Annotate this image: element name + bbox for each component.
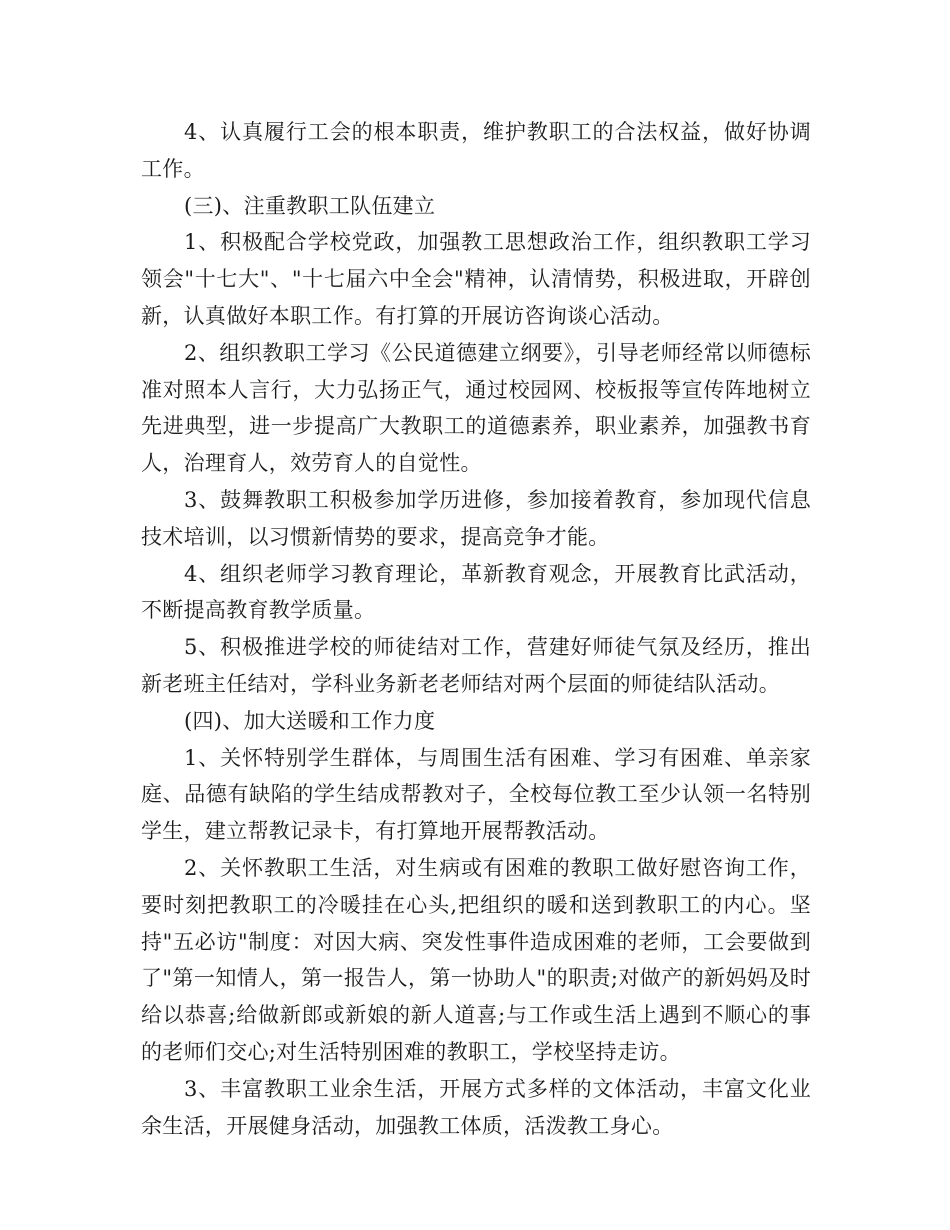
paragraph-item-4-theory: 4、组织老师学习教育理论，革新教育观念，开展教育比武活动，不断提高教育教学质量。 bbox=[141, 561, 811, 623]
section-heading-4: (四)、加大送暖和工作力度 bbox=[184, 708, 436, 733]
paragraph-item-1-students: 1、关怀特别学生群体，与周围生活有困难、学习有困难、单亲家庭、品德有缺陷的学生结成帮教对子，全校每位教工至少认领一名特别学生，建立帮教记录卡，有打算地开展帮教活动。 bbox=[141, 745, 811, 844]
paragraph-item-2-staff-care: 2、关怀教职工生活，对生病或有困难的教职工做好慰咨询工作，要时刻把教职工的冷暖挂在心头,把组织的暖和送到教职工的内心。坚持"五必访"制度：对因大病、突发性事件造成困难的老师，工会要做到了"第一知情人，第一报告人，第一协助人"的职责;对做产的新妈妈及时给以恭喜;给做新郎或新娘的新人道喜;与工作或生活上遇到不顺心的事的老师们交心;对生活特别困难的教职工，学校坚持走访。 bbox=[141, 855, 811, 1064]
paragraph-item-3-training: 3、鼓舞教职工积极参加学历进修，参加接着教育，参加现代信息技术培训，以习惯新情势的要求，提高竞争才能。 bbox=[141, 487, 811, 549]
paragraph-item-4-rights: 4、认真履行工会的根本职责，维护教职工的合法权益，做好协调工作。 bbox=[141, 120, 811, 181]
section-heading-3: (三)、注重教职工队伍建立 bbox=[184, 193, 436, 218]
paragraph-item-2-morality: 2、组织教职工学习《公民道德建立纲要》，引导老师经常以师德标准对照本人言行，大力弘扬正气，通过校园网、校板报等宣传阵地树立先进典型，进一步提高广大教职工的道德素养，职业素养，加强教书育人，治理育人，效劳育人的自觉性。 bbox=[141, 340, 811, 476]
document-body bbox=[141, 114, 811, 1144]
paragraph-item-1-political: 1、积极配合学校党政，加强教工思想政治工作，组织教职工学习领会"十七大"、"十七届六中全会"精神，认清情势，积极进取，开辟创新，认真做好本职工作。有打算的开展访咨询谈心活动。 bbox=[141, 230, 811, 328]
paragraph-item-3-activities: 3、丰富教职工业余生活，开展方式多样的文体活动，丰富文化业余生活，开展健身活动，加强教工体质，活泼教工身心。 bbox=[141, 1076, 811, 1138]
paragraph-item-5-mentoring: 5、积极推进学校的师徒结对工作，营建好师徒气氛及经历，推出新老班主任结对，学科业务新老老师结对两个层面的师徒结队活动。 bbox=[141, 635, 811, 696]
